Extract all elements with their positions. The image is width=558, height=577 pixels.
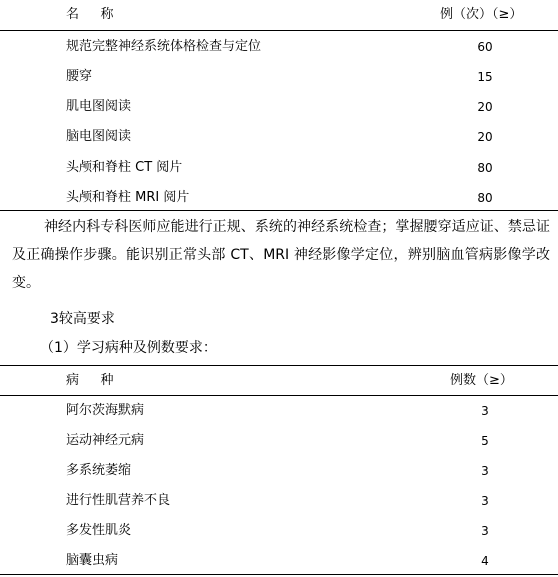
- table1-row-count: 60: [477, 40, 493, 54]
- table2-row-name: 多系统萎缩: [66, 463, 132, 478]
- table1-header-name: 名 称: [66, 7, 115, 22]
- table2-row-count: 4: [481, 554, 489, 568]
- table2-row-count: 3: [481, 404, 489, 418]
- table1-row-name: 腰穿: [66, 69, 93, 84]
- table2-header: [0, 369, 558, 393]
- table2-row-name: 脑囊虫病: [66, 553, 119, 568]
- table1-row-count: 20: [477, 130, 493, 144]
- table-row: [0, 35, 558, 59]
- table1-header: [0, 3, 558, 27]
- table1-row-name: 规范完整神经系统体格检查与定位: [66, 39, 262, 54]
- table2-top-rule: [0, 365, 558, 366]
- table-row: [0, 156, 558, 180]
- table1-row-name: 肌电图阅读: [66, 99, 132, 114]
- table2-row-count: 3: [481, 464, 489, 478]
- table2-row-count: 3: [481, 524, 489, 538]
- table1-row-count: 20: [477, 100, 493, 114]
- table-row: [0, 125, 558, 149]
- table2-header-count: 例数（≥）: [450, 373, 513, 388]
- table2-row-name: 多发性肌炎: [66, 523, 132, 538]
- table-row: [0, 186, 558, 210]
- table2-row-name: 运动神经元病: [66, 433, 145, 448]
- table-row: [0, 95, 558, 119]
- table1-header-count: 例（次）（≥）: [440, 7, 523, 22]
- table2-row-name: 阿尔茨海默病: [66, 403, 145, 418]
- table-row: [0, 519, 558, 543]
- table2-header-rule: [0, 395, 558, 396]
- table2-header-name: 病 种: [66, 373, 115, 388]
- table-row: [0, 399, 558, 423]
- table-row: [0, 459, 558, 483]
- table-row: [0, 549, 558, 573]
- table2-row-count: 3: [481, 494, 489, 508]
- table2-row-count: 5: [481, 434, 489, 448]
- table1-row-name: 脑电图阅读: [66, 129, 132, 144]
- body-paragraph: 神经内科专科医师应能进行正规、系统的神经系统检查；掌握腰穿适应证、禁忌证及正确操作步骤。能识别正常头部 CT、MRI 神经影像学定位，辨别脑血管病影像学改变。: [12, 219, 550, 291]
- table1-row-count: 15: [477, 70, 493, 84]
- table1-row-name: 头颅和脊柱 MRI 阅片: [66, 190, 190, 205]
- section-heading: 3较高要求: [50, 311, 115, 327]
- table1-row-name: 头颅和脊柱 CT 阅片: [66, 160, 183, 175]
- table2-row-name: 进行性肌营养不良: [66, 493, 171, 508]
- table1-header-rule: [0, 30, 558, 31]
- sub-heading: （1）学习病种及例数要求：: [40, 340, 217, 356]
- table-row: [0, 65, 558, 89]
- table1-row-count: 80: [477, 191, 493, 205]
- table-row: [0, 429, 558, 453]
- table1-bottom-rule: [0, 210, 558, 211]
- table1-row-count: 80: [477, 161, 493, 175]
- table2-bottom-rule: [0, 574, 558, 575]
- table-row: [0, 489, 558, 513]
